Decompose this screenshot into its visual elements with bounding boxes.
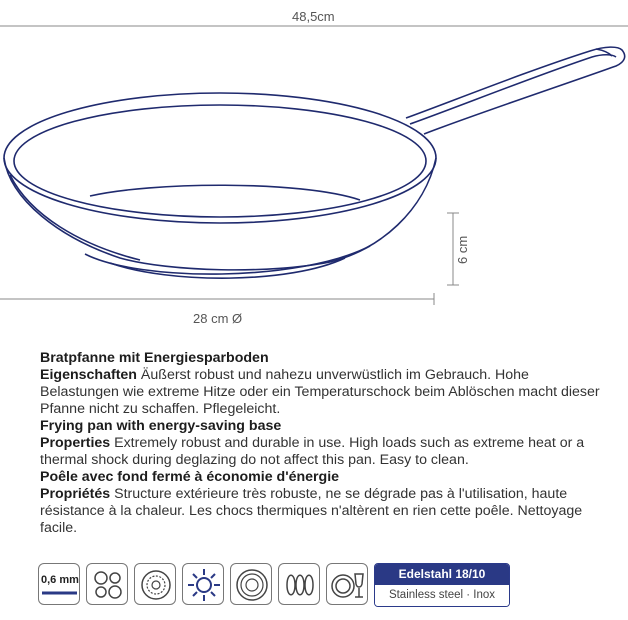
induction-hob-icon bbox=[278, 563, 320, 605]
material-subtitle: Stainless steel · Inox bbox=[375, 585, 509, 606]
text-fr: Structure extérieure très robuste, ne se dégrade pas à l'utilisation, haute résistance à la chaleur. Les chocs thermiques n'altèrent en rien cette poêle. Nettoyage facile. bbox=[40, 486, 583, 536]
dishwasher-safe-icon bbox=[326, 563, 368, 605]
text-en: Extremely robust and durable in use. High loads such as extreme heat or a thermal shock during deglazing do not affect this pan. Easy to clean. bbox=[40, 435, 585, 468]
label-fr: Propriétés bbox=[40, 486, 111, 502]
electric-hob-icon bbox=[86, 563, 128, 605]
description-de bbox=[40, 350, 610, 418]
label-de: Eigenschaften bbox=[40, 367, 137, 383]
material-title: Edelstahl 18/10 bbox=[375, 564, 509, 585]
description-fr bbox=[40, 469, 610, 537]
frying-pan-outline bbox=[4, 47, 625, 278]
heading-en: Frying pan with energy-saving base bbox=[40, 418, 282, 434]
heading-de: Bratpfanne mit Energiesparboden bbox=[40, 350, 269, 366]
text-de: Äußerst robust und nahezu unverwüstlich im Gebrauch. Hohe Belastungen wie extreme Hitze oder ein Temperaturschock beim Ablöschen macht dieser Pfanne nicht zu schaffen. Pflegeleicht. bbox=[40, 367, 600, 417]
halogen-hob-icon bbox=[230, 563, 272, 605]
description-en bbox=[40, 418, 610, 469]
base-thickness-icon bbox=[38, 563, 80, 605]
label-en: Properties bbox=[40, 435, 111, 451]
base-thickness-label: 0,6 mm bbox=[41, 574, 79, 586]
height-label: 6 cm bbox=[455, 235, 470, 264]
material-badge bbox=[374, 563, 510, 607]
length-label: 48,5cm bbox=[292, 9, 335, 24]
gas-hob-icon bbox=[182, 563, 224, 605]
ceramic-hob-icon bbox=[134, 563, 176, 605]
heading-fr: Poêle avec fond fermé à économie d'énergie bbox=[40, 469, 340, 485]
diameter-label: 28 cm Ø bbox=[193, 311, 243, 326]
